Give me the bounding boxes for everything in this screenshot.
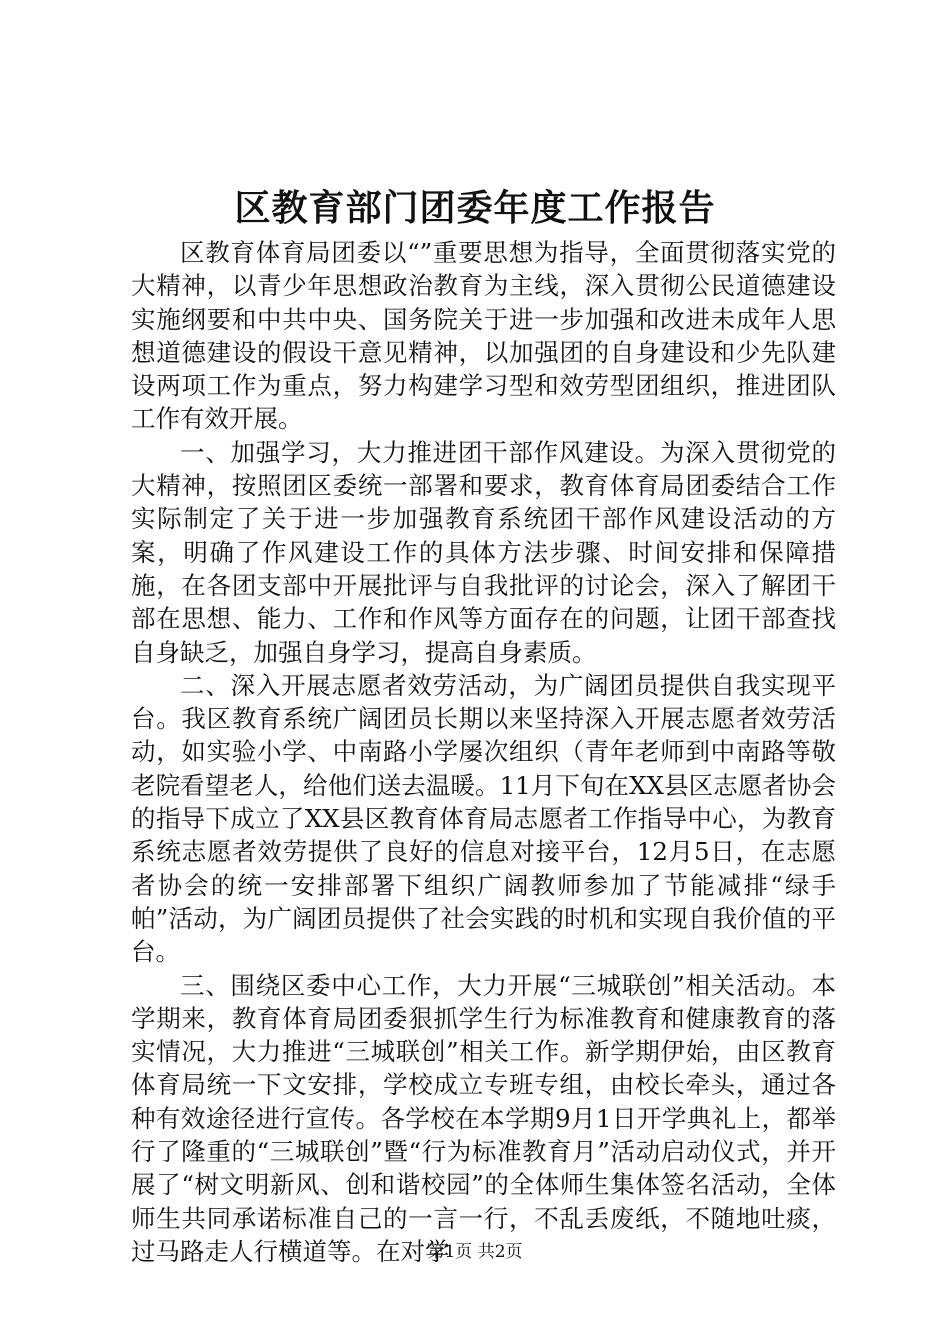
paragraph-section-2: 二、深入开展志愿者效劳活动，为广阔团员提供自我实现平台。我区教育系统广阔团员长期以来坚持深入开展志愿者效劳活动，如实验小学、中南路小学屡次组织（青年老师到中南路等敬老院看望老人，给他们送去温暖。11月下旬在XX县区志愿者协会的指导下成立了XX县区教育体育局志愿者工作指导中心，为教育系统志愿者效劳提供了良好的信息对接平台，12月5日，在志愿者协会的统一安排部署下组织广阔教师参加了节能减排“绿手帕”活动，为广阔团员提供了社会实践的时机和实现自我价值的平台。 [131, 670, 836, 967]
page-footer: 第1页 共2页 [427, 1242, 523, 1262]
paragraph-section-1: 一、加强学习，大力推进团干部作风建设。为深入贯彻党的大精神，按照团区委统一部署和要求，教育体育局团委结合工作实际制定了关于进一步加强教育系统团干部作风建设活动的方案，明确了作风建设工作的具体方法步骤、时间安排和保障措施，在各团支部中开展批评与自我批评的讨论会，深入了解团干部在思想、能力、工作和作风等方面存在的问题，让团干部查找自身缺乏，加强自身学习，提高自身素质。 [131, 437, 836, 667]
document-body [131, 236, 836, 1268]
paragraph-section-3: 三、围绕区委中心工作，大力开展“三城联创”相关活动。本学期来，教育体育局团委狠抓学生行为标准教育和健康教育的落实情况，大力推进“三城联创”相关工作。新学期伊始，由区教育体育局统一下文安排，学校成立专班专组，由校长牵头，通过各种有效途径进行宣传。各学校在本学期9月1日开学典礼上，都举行了隆重的“三城联创”暨“行为标准教育月”活动启动仪式，并开展了“树文明新风、创和谐校园”的全体师生集体签名活动，全体师生共同承诺标准自己的一言一行，不乱丢废纸，不随地吐痰，过马路走人行横道等。在对学 [131, 970, 836, 1266]
document-title: 区教育部门团委年度工作报告 [234, 187, 716, 229]
paragraph-intro: 区教育体育局团委以“”重要思想为指导，全面贯彻落实党的大精神，以青少年思想政治教育为主线，深入贯彻公民道德建设实施纲要和中共中央、国务院关于进一步加强和改进未成年人思想道德建设的假设干意见精神，以加强团的自身建设和少先队建设两项工作为重点，努力构建学习型和效劳型团组织，推进团队工作有效开展。 [131, 238, 836, 434]
